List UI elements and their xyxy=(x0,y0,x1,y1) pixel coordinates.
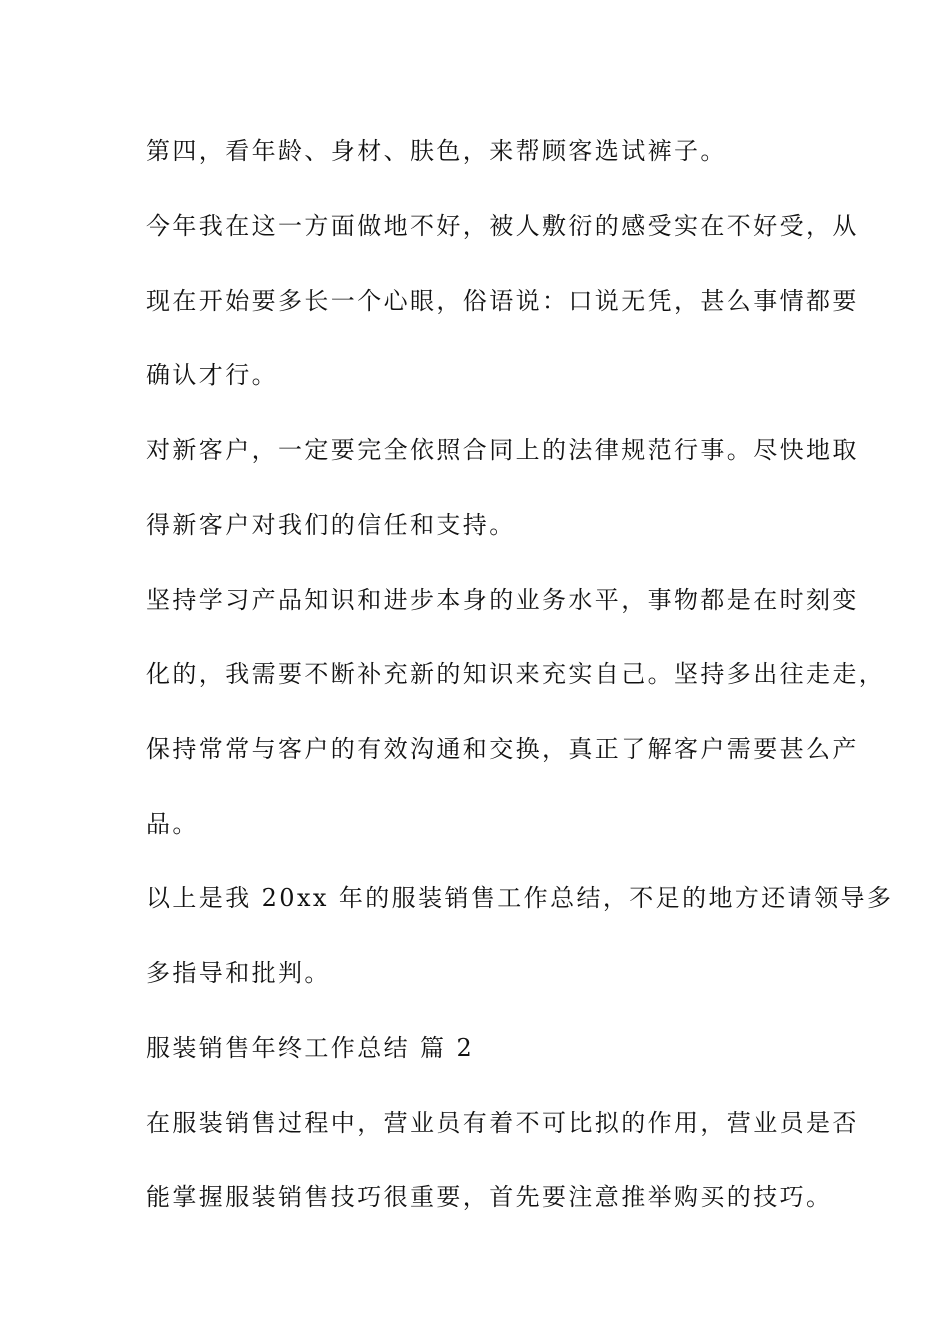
text-line: 保持常常与客户的有效沟通和交换，真正了解客户需要甚么产 xyxy=(146,735,859,763)
text-line: 以上是我 20xx 年的服装销售工作总结，不足的地方还请领导多 xyxy=(146,884,894,912)
text-line: 在服装销售过程中，营业员有着不可比拟的作用，营业员是否 xyxy=(146,1109,859,1137)
text-line: 品。 xyxy=(146,810,199,838)
text-line: 多指导和批判。 xyxy=(146,959,331,987)
section-heading: 服装销售年终工作总结 篇 2 xyxy=(146,1034,475,1062)
text-line: 现在开始要多长一个心眼，俗语说：口说无凭，甚么事情都要 xyxy=(146,287,859,315)
text-line: 今年我在这一方面做地不好，被人敷衍的感受实在不好受，从 xyxy=(146,212,859,240)
text-line: 坚持学习产品知识和进步本身的业务水平，事物都是在时刻变 xyxy=(146,586,859,614)
text-line: 能掌握服装销售技巧很重要，首先要注意推举购买的技巧。 xyxy=(146,1183,833,1211)
text-line: 得新客户对我们的信任和支持。 xyxy=(146,511,516,539)
text-line: 化的，我需要不断补充新的知识来充实自己。坚持多出往走走， xyxy=(146,660,886,688)
text-line: 对新客户，一定要完全依照合同上的法律规范行事。尽快地取 xyxy=(146,436,859,464)
text-line: 确认才行。 xyxy=(146,361,278,389)
text-line: 第四，看年龄、身材、肤色，来帮顾客选试裤子。 xyxy=(146,137,727,165)
